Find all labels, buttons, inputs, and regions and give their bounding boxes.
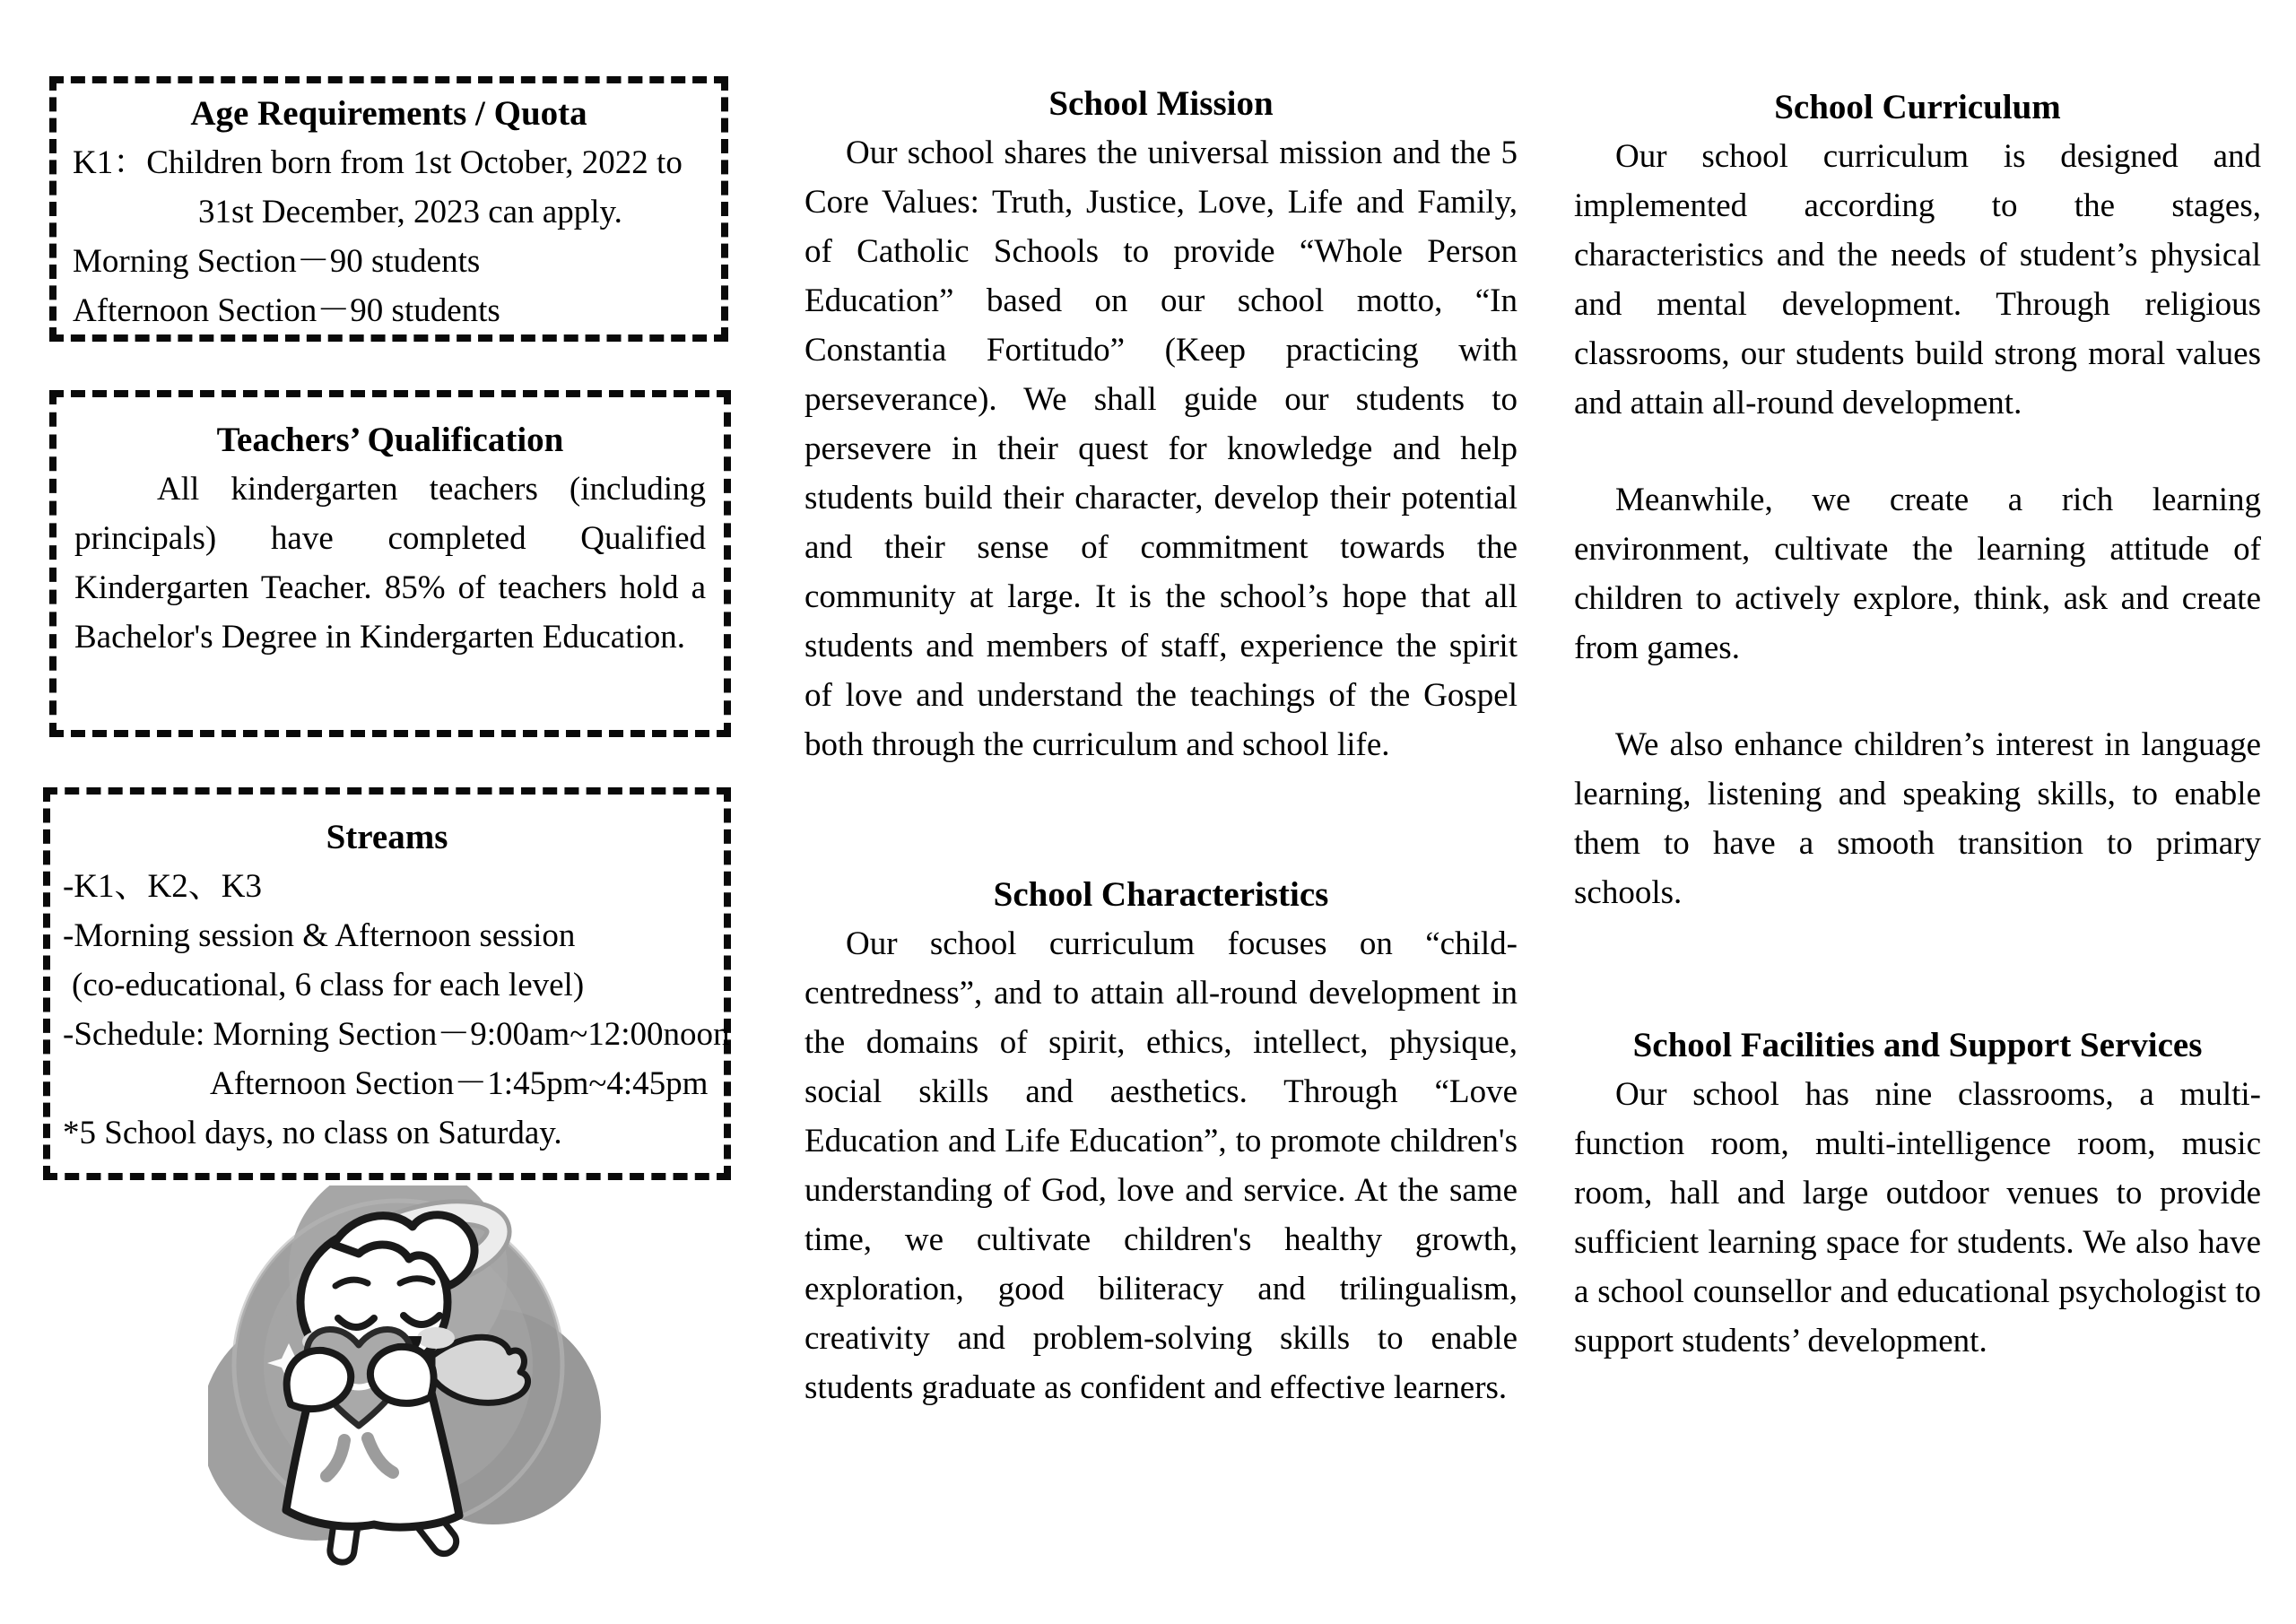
streams-line-levels: -K1、K2、K3 [63, 868, 262, 905]
age-line-apply: 31st December, 2023 can apply. [198, 194, 622, 230]
age-requirements-title: Age Requirements / Quota [190, 94, 587, 133]
streams-line-coeducational: (co-educational, 6 class for each level) [72, 967, 585, 1003]
school-curriculum-paragraph-3: We also enhance children’s interest in language learning, listening and speaking skills, to enable them to have a smooth transition to primary schools. [1574, 726, 2261, 911]
school-curriculum-section [1574, 83, 2261, 917]
age-requirements-box [49, 76, 728, 342]
school-mission-body: Our school shares the universal mission and the 5 Core Values: Truth, Justice, Love, Life and Family, of Catholic Schools to provide “Whole Person Education” based on our school motto, “In Constantia Fortitudo” (Keep practicing with perseverance). We shall guide our students to persevere in their quest for knowledge and help students build their character, develop their potential and their sense of commitment towards the community at large. It is the school’s hope that all students and members of staff, experience the spirit of love and understand the teachings of the Gospel both through the curriculum and school life. [804, 135, 1518, 763]
school-mission-section [804, 79, 1518, 769]
school-curriculum-paragraph-1: Our school curriculum is designed and implemented according to the stages, characteristics and the needs of student’s physical and mental development. Through religious classrooms, our students build strong moral values and attain all-round development. [1574, 138, 2261, 421]
age-line-afternoon-quota: Afternoon Section－90 students [73, 292, 500, 329]
blush-right [417, 1327, 455, 1349]
school-characteristics-section [804, 870, 1518, 1412]
streams-lines [63, 862, 730, 1158]
age-line-morning-quota: Morning Section－90 students [73, 243, 481, 280]
teachers-qualification-title: Teachers’ Qualification [216, 421, 564, 459]
streams-box [43, 787, 731, 1180]
school-facilities-section [1574, 1020, 2261, 1366]
school-mission-title: School Mission [1048, 84, 1274, 123]
teachers-qualification-box [49, 390, 731, 737]
age-line-k1: K1：Children born from 1st October, 2022 to [73, 144, 683, 181]
streams-line-school-days: *5 School days, no class on Saturday. [63, 1115, 562, 1151]
angel-heart-mascot-image [208, 1185, 604, 1567]
school-curriculum-title: School Curriculum [1774, 88, 2061, 126]
streams-line-sessions: -Morning session & Afternoon session [63, 917, 576, 954]
streams-line-schedule-morning: -Schedule: Morning Section－9:00am~12:00noon [63, 1016, 730, 1053]
school-curriculum-paragraph-2: Meanwhile, we create a rich learning environment, cultivate the learning attitude of children to actively explore, think, ask and create from games. [1574, 482, 2261, 666]
school-facilities-body: Our school has nine classrooms, a multi-function room, multi-intelligence room, music room, hall and large outdoor venues to provide sufficient learning space for students. We also have a school counsellor and educational psychologist to support students’ development. [1574, 1076, 2261, 1359]
school-facilities-title: School Facilities and Support Services [1632, 1026, 2203, 1064]
school-characteristics-body: Our school curriculum focuses on “child-centredness”, and to attain all-round development in the domains of spirit, ethics, intellect, physique, social skills and aesthetics. Through “Love Education and Life Education”, to promote children's understanding of God, love and service. At the same time, we cultivate children's healthy growth, exploration, good biliteracy and trilingualism, creativity and problem-solving skills to enable students graduate as confident and effective learners. [804, 925, 1518, 1406]
age-requirements-lines [73, 138, 705, 335]
teachers-qualification-body: All kindergarten teachers (including principals) have completed Qualified Kindergarten Teacher. 85% of teachers hold a Bachelor's Degree in Kindergarten Education. [74, 471, 706, 656]
school-characteristics-title: School Characteristics [993, 875, 1329, 914]
streams-title: Streams [326, 818, 448, 856]
streams-line-schedule-afternoon: Afternoon Section－1:45pm~4:45pm [210, 1065, 709, 1102]
